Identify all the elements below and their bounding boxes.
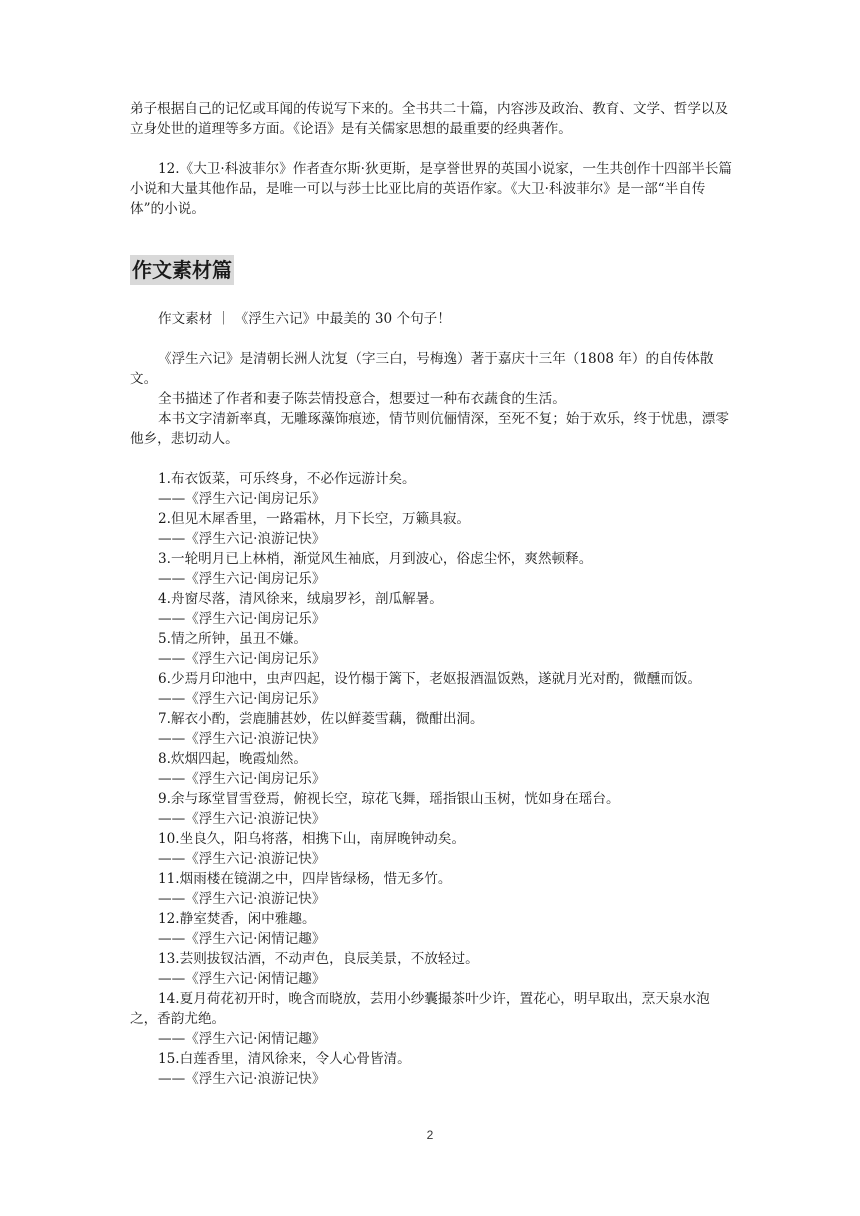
- quote-text: 11.烟雨楼在镜湖之中，四岸皆绿杨，惜无多竹。: [158, 871, 452, 887]
- quote-source: ——《浮生六记·闺房记乐》: [158, 491, 326, 507]
- item-12-paragraph: 12.《大卫·科波菲尔》作者查尔斯·狄更斯，是享誉世界的英国小说家，一生共创作十四部半长篇小说和大量其他作品，是唯一可以与莎士比亚比肩的英语作家。《大卫·科波菲尔》是一部“半自传体”的小说。: [130, 161, 733, 217]
- quote-source: ——《浮生六记·闺房记乐》: [158, 691, 326, 707]
- quote-source: ——《浮生六记·闺房记乐》: [158, 651, 326, 667]
- description-3: 本书文字清新率真，无雕琢藻饰痕迹，情节则伉俪情深，至死不复；始于欢乐，终于忧患，漂零他乡，悲切动人。: [130, 411, 729, 447]
- page-number: 2: [426, 1128, 434, 1142]
- quote-source: ——《浮生六记·浪游记快》: [158, 851, 326, 867]
- description-1: 《浮生六记》是清朝长洲人沈复（字三白，号梅逸）著于嘉庆十三年（1808 年）的自传体散文。: [130, 351, 714, 387]
- quote-source: ——《浮生六记·闺房记乐》: [158, 571, 326, 587]
- quote-source: ——《浮生六记·浪游记快》: [158, 731, 326, 747]
- quote-source: ——《浮生六记·闲情记趣》: [158, 971, 326, 987]
- document-page: [130, 99, 732, 1089]
- quote-text: 7.解衣小酌，尝鹿脯甚妙，佐以鲜菱雪藕，微酣出洞。: [158, 711, 484, 727]
- quote-text: 4.舟窗尽落，清风徐来，绒扇罗衫，剖瓜解暑。: [158, 591, 443, 607]
- quote-source: ——《浮生六记·浪游记快》: [158, 811, 326, 827]
- section-heading: 作文素材篇: [130, 255, 234, 285]
- quote-text: 10.坐良久，阳乌将落，相携下山，南屏晚钟动矣。: [158, 831, 466, 847]
- quote-source: ——《浮生六记·浪游记快》: [158, 1071, 326, 1087]
- quote-source: ——《浮生六记·闺房记乐》: [158, 771, 326, 787]
- quote-text: 5.情之所钟，虽丑不嫌。: [158, 631, 307, 647]
- quote-text: 2.但见木犀香里，一路霜林，月下长空，万籁具寂。: [158, 511, 471, 527]
- quote-text: 9.余与琢堂冒雪登焉，俯视长空，琼花飞舞，瑶指银山玉树，恍如身在瑶台。: [158, 791, 620, 807]
- quote-text: 15.白莲香里，清风徐来，令人心骨皆清。: [158, 1051, 411, 1067]
- quote-text: 13.芸则拔钗沽酒，不动声色，良辰美景，不放轻过。: [158, 951, 479, 967]
- quote-text: 3.一轮明月已上林梢，渐觉风生袖底，月到波心，俗虑尘怀，爽然顿释。: [158, 551, 593, 567]
- quote-source: ——《浮生六记·浪游记快》: [158, 531, 326, 547]
- quote-text: 12.静室焚香，闲中雅趣。: [158, 911, 316, 927]
- article-subtitle: 作文素材 ｜ 《浮生六记》中最美的 30 个句子！: [158, 311, 451, 327]
- description-2: 全书描述了作者和妻子陈芸情投意合，想要过一种布衣蔬食的生活。: [158, 391, 566, 407]
- quote-source: ——《浮生六记·闲情记趣》: [158, 1031, 326, 1047]
- quote-text: 1.布衣饭菜，可乐终身，不必作远游计矣。: [158, 471, 416, 487]
- quote-source: ——《浮生六记·浪游记快》: [158, 891, 326, 907]
- quote-source: ——《浮生六记·闺房记乐》: [158, 611, 326, 627]
- quote-text: 14.夏月荷花初开时，晚含而晓放，芸用小纱囊撮茶叶少许，置花心，明早取出，烹天泉水泡之，香韵尤绝。: [130, 991, 710, 1027]
- quote-text: 6.少焉月印池中，虫声四起，设竹榻于篱下，老妪报酒温饭熟，遂就月光对酌，微醺而饭。: [158, 671, 702, 687]
- quote-source: ——《浮生六记·闲情记趣》: [158, 931, 326, 947]
- intro-paragraph: 弟子根据自己的记忆或耳闻的传说写下来的。全书共二十篇，内容涉及政治、教育、文学、哲学以及立身处世的道理等多方面。《论语》是有关儒家思想的最重要的经典著作。: [130, 101, 729, 137]
- quote-list: [130, 469, 732, 1089]
- quote-text: 8.炊烟四起，晚霞灿然。: [158, 751, 307, 767]
